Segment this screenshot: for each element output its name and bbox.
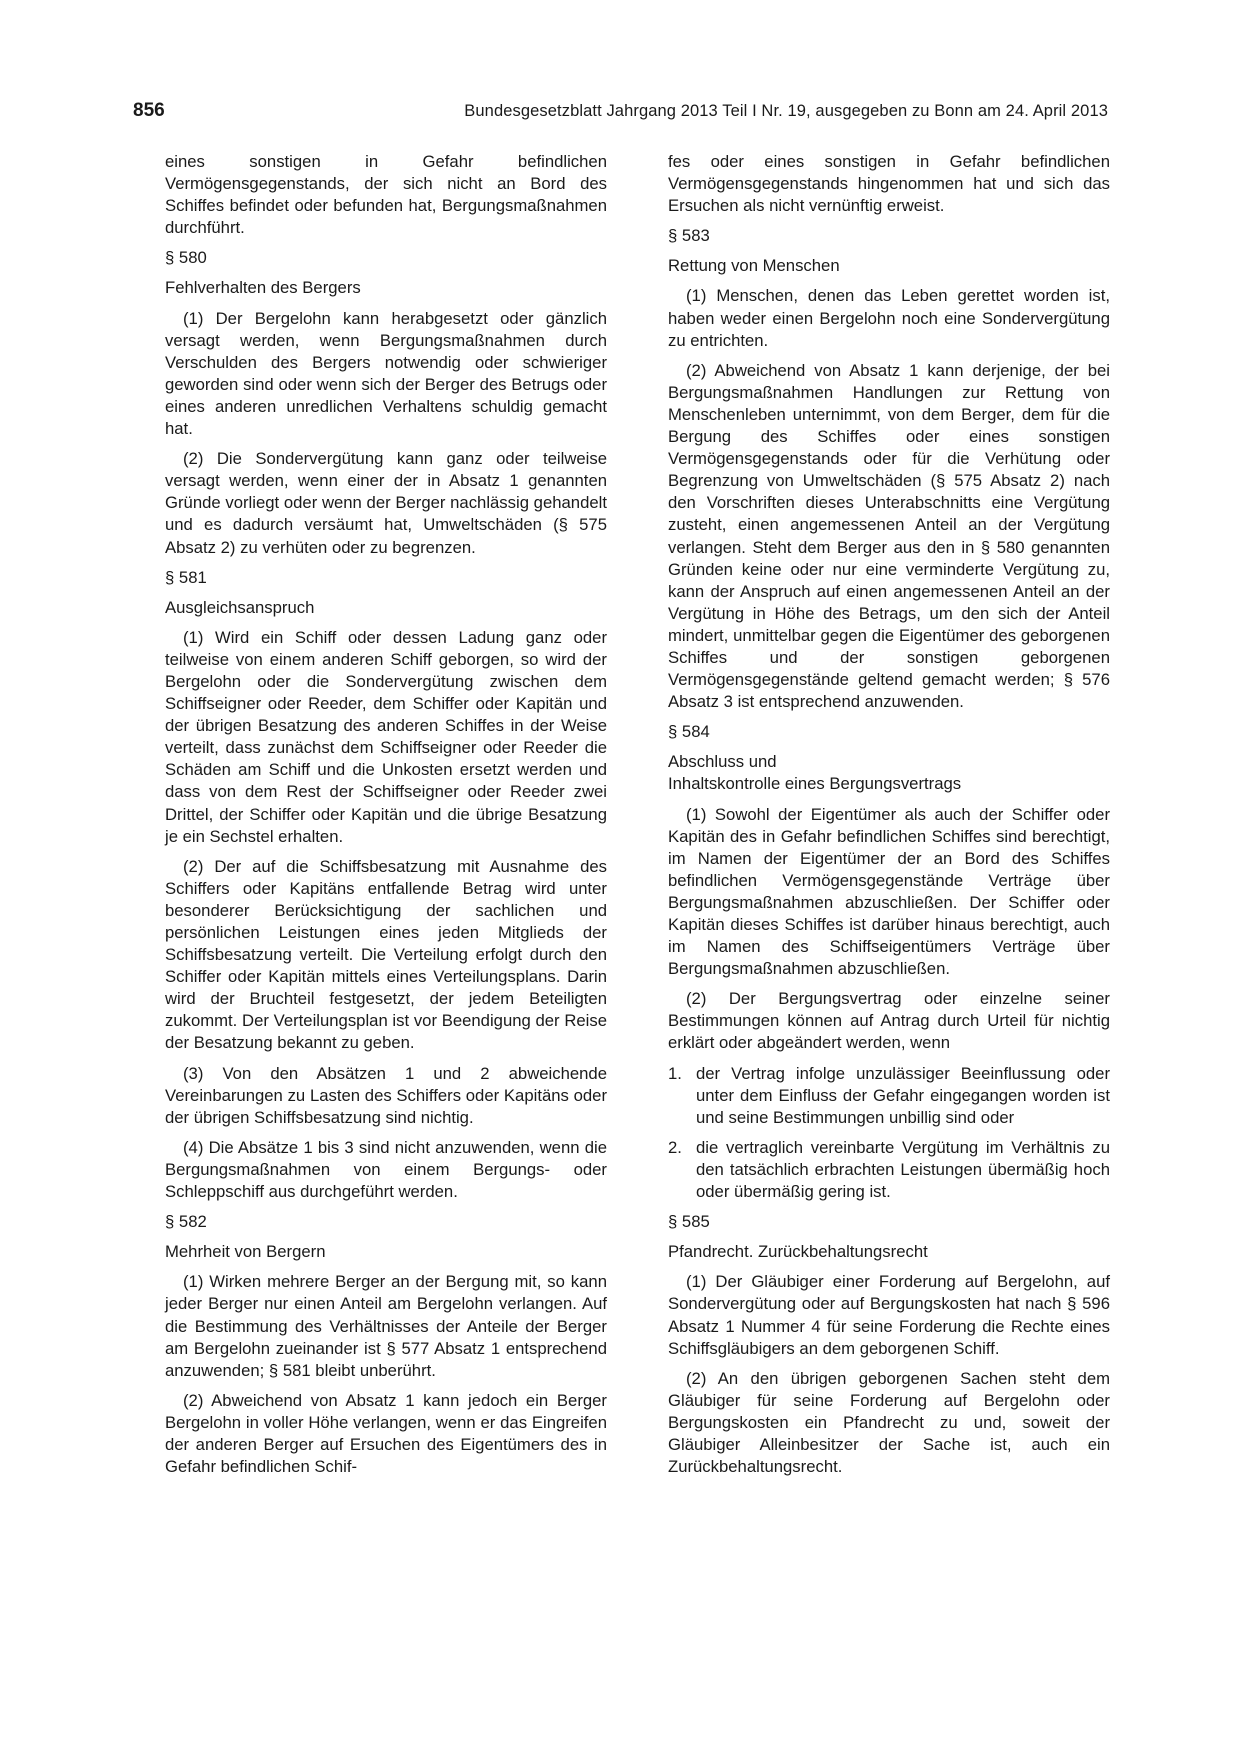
section-title: Mehrheit von Bergern	[165, 1242, 326, 1262]
section-number: § 583	[668, 226, 710, 246]
list-item-text: die vertraglich vereinbarte Vergütung im Verhältnis zu den tatsächlich erbrachten Leistungen übermäßig hoch oder übermäßig gering ist.	[696, 1137, 1110, 1202]
left-column	[165, 151, 607, 1486]
section-584	[668, 721, 1110, 1203]
paragraph: (2) Der Bergungsvertrag oder einzelne seiner Bestimmungen können auf Antrag durch Urteil für nichtig erklärt oder abgeändert werden, wenn	[668, 989, 1110, 1053]
list-item-text: der Vertrag infolge unzulässiger Beeinflussung oder unter dem Einfluss der Gefahr eingegangen worden ist und seine Bestimmungen unbillig sind oder	[696, 1063, 1110, 1127]
section-title: Pfandrecht. Zurückbehaltungsrecht	[668, 1242, 928, 1262]
section-number: § 584	[668, 722, 710, 742]
paragraph: (2) Abweichend von Absatz 1 kann jedoch ein Berger Bergelohn in voller Höhe verlangen, wenn er das Eingreifen der anderen Berger auf Ersuchen des Eigentümers des in Gefahr befindlichen Schif-	[165, 1390, 607, 1477]
section-title: Fehlverhalten des Bergers	[165, 278, 361, 298]
section-585	[668, 1211, 1110, 1478]
paragraph-continuation: fes oder eines sonstigen in Gefahr befindlichen Vermögensgegenstands hingenommen hat und sich das Ersuchen als nicht vernünftig erweist.	[668, 152, 1110, 216]
section-title: Ausgleichsanspruch	[165, 597, 315, 617]
section-number: § 580	[165, 248, 207, 268]
section-580	[165, 247, 607, 558]
paragraph-continuation: eines sonstigen in Gefahr befindlichen Vermögensgegenstands, der sich nicht an Bord des Schiffes befindet oder befunden hat, Bergungsmaßnahmen durchführt.	[165, 152, 607, 238]
paragraph: (2) Abweichend von Absatz 1 kann derjenige, der bei Bergungsmaßnahmen Handlungen zur Rettung von Menschenleben unternimmt, von dem Berger, dem für die Bergung des Schiffes oder eines sonstigen Vermögensgegenstands oder für die Verhütung oder Begrenzung von Umweltschäden (§ 575 Absatz 2) nach den Vorschriften dieses Unterabschnitts eine Vergütung zusteht, einen angemessenen Anteil an der Vergütung verlangen. Steht dem Berger aus den in § 580 genannten Gründen keine oder nur eine verminderte Vergütung zu, kann der Anspruch auf einen angemessenen Anteil an der Vergütung in Höhe des Betrags, um den sich der Anteil mindert, unmittelbar gegen die Eigentümer des geborgenen Schiffes und der sonstigen geborgenen Vermögensgegenstände geltend gemacht werden; § 576 Absatz 3 ist entsprechend anzuwenden.	[668, 360, 1110, 712]
section-number: § 585	[668, 1212, 710, 1232]
paragraph: (1) Der Bergelohn kann herabgesetzt oder gänzlich versagt werden, wenn Bergungsmaßnahmen durch Verschulden des Bergers notwendig oder schwieriger geworden sind oder wenn sich der Berger des Betrugs oder eines anderen unredlichen Verhaltens schuldig gemacht hat.	[165, 308, 607, 439]
section-number: § 581	[165, 567, 207, 587]
page-number: 856	[133, 100, 165, 121]
paragraph: (1) Menschen, denen das Leben gerettet worden ist, haben weder einen Bergelohn noch eine Sondervergütung zu entrichten.	[668, 286, 1110, 350]
running-head: Bundesgesetzblatt Jahrgang 2013 Teil I Nr. 19, ausgegeben zu Bonn am 24. April 2013	[464, 102, 1108, 120]
section-583	[668, 225, 1110, 713]
section-581	[165, 567, 607, 1204]
list-item	[668, 1063, 1110, 1129]
paragraph: (4) Die Absätze 1 bis 3 sind nicht anzuwenden, wenn die Bergungsmaßnahmen von einem Bergungs- oder Schleppschiff aus durchgeführt werden.	[165, 1137, 607, 1202]
paragraph: (3) Von den Absätzen 1 und 2 abweichende Vereinbarungen zu Lasten des Schiffers oder Kapitäns oder der übrigen Schiffsbesatzung sind nichtig.	[165, 1063, 607, 1127]
paragraph: (1) Wird ein Schiff oder dessen Ladung ganz oder teilweise von einem anderen Schiff geborgen, so wird der Bergelohn oder die Sondervergütung zwischen dem Schiffseigner oder Reeder, dem Schiffer oder Kapitän und der übrigen Besatzung des anderen Schiffes in der Weise verteilt, dass zunächst dem Schiffseigner oder Reeder die Schäden am Schiff und die Unkosten ersetzt werden und dass von dem Rest der Schiffseigner oder Reeder zwei Drittel, der Schiffer oder Kapitän und die übrige Besatzung je ein Sechstel erhalten.	[165, 627, 607, 846]
page-header	[133, 100, 1108, 130]
section-number: § 582	[165, 1212, 207, 1232]
list-item	[668, 1137, 1110, 1203]
numbered-list	[668, 1063, 1110, 1204]
paragraph: (2) An den übrigen geborgenen Sachen steht dem Gläubiger für seine Forderung auf Bergelohn oder Bergungskosten ein Pfandrecht zu und, soweit der Gläubiger Alleinbesitzer der Sache ist, auch ein Zurückbehaltungsrecht.	[668, 1368, 1110, 1477]
section-title: Rettung von Menschen	[668, 256, 840, 276]
list-item-number: 2.	[668, 1137, 682, 1157]
section-582	[165, 1211, 607, 1478]
paragraph: (1) Wirken mehrere Berger an der Bergung mit, so kann jeder Berger nur einen Anteil am Bergelohn verlangen. Auf die Bestimmung des Verhältnisses der Anteile der Berger am Bergelohn zueinander ist § 577 Absatz 1 entsprechend anzuwenden; § 581 bleibt unberührt.	[165, 1272, 607, 1380]
paragraph: (2) Der auf die Schiffsbesatzung mit Ausnahme des Schiffers oder Kapitäns entfallende Betrag wird unter besonderer Berücksichtigung der sachlichen und persönlichen Leistungen eines jeden Mitglieds der Schiffsbesatzung verteilt. Die Verteilung erfolgt durch den Schiffer oder Kapitän mittels eines Verteilungsplans. Darin wird der Bruchteil festgesetzt, der jedem Beteiligten zukommt. Der Verteilungsplan ist vor Beendigung der Reise der Besatzung bekannt zu geben.	[165, 856, 607, 1053]
paragraph: (2) Die Sondervergütung kann ganz oder teilweise versagt werden, wenn einer der in Absatz 1 genannten Gründe vorliegt oder wenn der Berger nachlässig gehandelt und es dadurch versäumt hat, Umweltschäden (§ 575 Absatz 2) zu verhüten oder zu begrenzen.	[165, 449, 607, 557]
right-column	[668, 151, 1110, 1486]
section-title-line-2: Inhaltskontrolle eines Bergungsvertrags	[668, 774, 962, 794]
paragraph: (1) Der Gläubiger einer Forderung auf Bergelohn, auf Sondervergütung oder auf Bergungskosten hat nach § 596 Absatz 1 Nummer 4 für seine Forderung die Rechte eines Schiffsgläubigers an dem geborgenen Schiff.	[668, 1272, 1110, 1358]
paragraph: (1) Sowohl der Eigentümer als auch der Schiffer oder Kapitän des in Gefahr befindlichen Schiffes sind berechtigt, im Namen der Eigentümer der an Bord des Schiffes befindlichen Vermögensgegenstände Verträge über Bergungsmaßnahmen abzuschließen. Der Schiffer oder Kapitän dieses Schiffes ist darüber hinaus berechtigt, auch im Namen des Schiffseigentümers Verträge über Bergungsmaßnahmen abzuschließen.	[668, 804, 1110, 979]
section-title-line-1: Abschluss und	[668, 752, 777, 772]
list-item-number: 1.	[668, 1063, 682, 1083]
